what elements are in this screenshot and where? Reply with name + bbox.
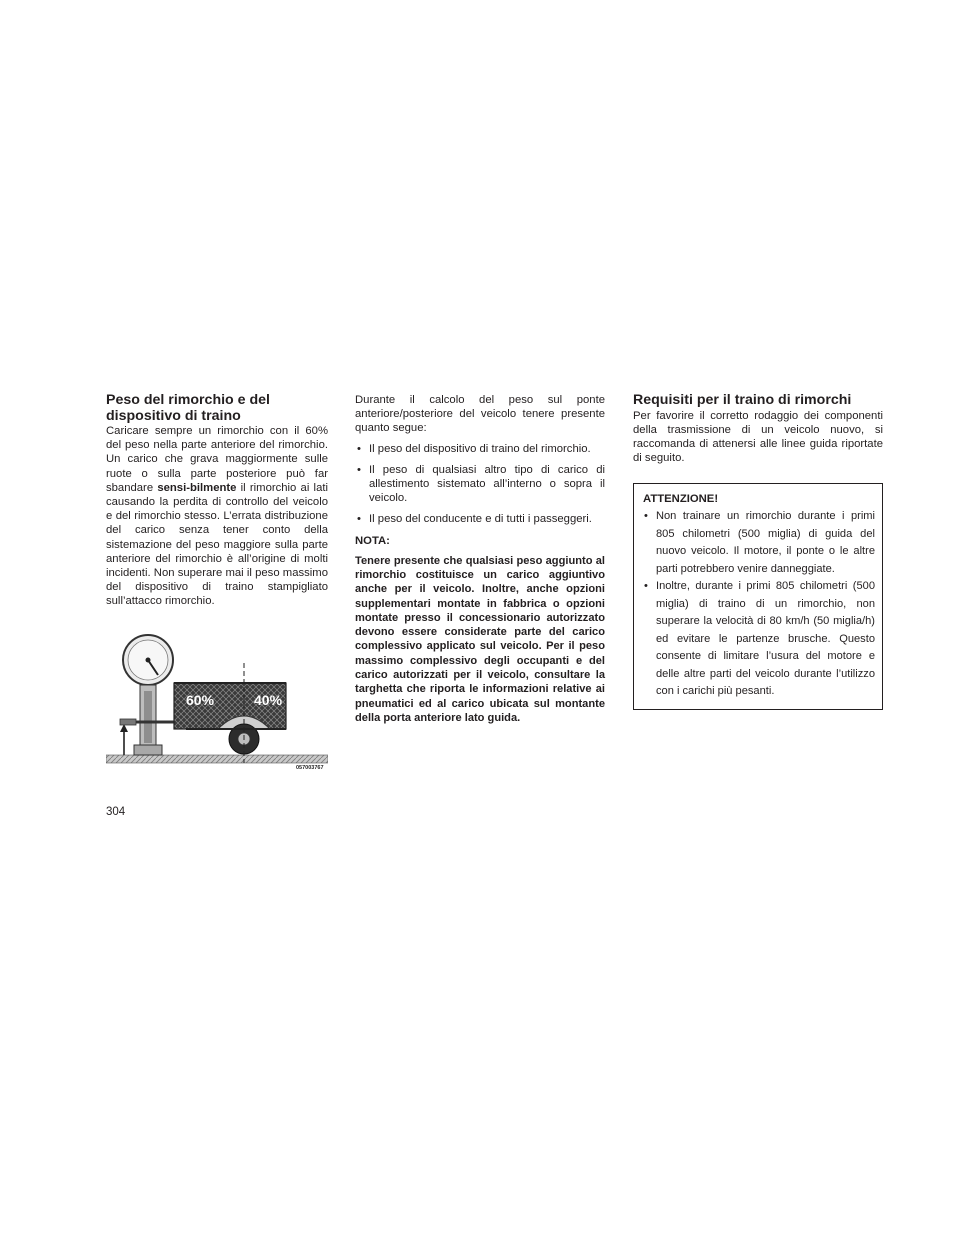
list-item (643, 508, 875, 578)
bullet-icon: • (644, 580, 648, 593)
warning-box (633, 483, 883, 710)
note-title: NOTA: (355, 534, 390, 547)
trailer-weight-distribution-figure (106, 633, 328, 771)
bullet-icon: • (357, 442, 361, 455)
column-middle (355, 393, 605, 725)
label-rear-weight: 40% (254, 692, 283, 708)
bullet-icon: • (357, 463, 361, 476)
list-item-text: Il peso di qualsiasi altro tipo di carico di allestimento sistemato all’interno o sopra il veicolo. (369, 463, 605, 505)
trailer-scale-illustration (106, 633, 328, 771)
warning-text: Inoltre, durante i primi 805 chilometri (500 miglia) di traino di un rimorchio, non superare la velocità di 80 km/h (50 miglia/h) ed evitare le partenze brusche. Questo consente di limitare l’usura del motore e delle altre parti del veicolo durante l’utilizzo con i carichi più pesanti. (656, 580, 875, 698)
page-number: 304 (106, 806, 126, 818)
scale-base (134, 745, 162, 755)
column-left (106, 393, 328, 609)
list-item (355, 442, 605, 456)
column-right (633, 393, 883, 710)
axle-weight-intro: Durante il calcolo del peso sul ponte anteriore/posteriore del veicolo tenere presente quanto segue: (355, 394, 605, 435)
towing-requirements-paragraph: Per favorire il corretto rodaggio dei componenti della trasmissione di un veicolo nuovo, si raccomanda di attenersi alle linee guida riportate di seguito. (633, 409, 883, 465)
section-heading-trailer-weight: Peso del rimorchio e del dispositivo di traino (106, 392, 270, 424)
paragraph-text: il rimorchio ai lati causando la perdita di controllo del veicolo e del rimorchio stesso. L’errata distribuzione del carico senza tener conto della sistemazione del peso maggiore sulla parte anteriore del rimorchio è all’origine di molti incidenti. Non superare mai il peso massimo del dispositivo di traino stampigliato sull’attacco rimorchio. (106, 481, 328, 608)
ground-strip (106, 755, 328, 763)
axle-weight-list (355, 442, 605, 527)
warning-title: ATTENZIONE! (643, 493, 719, 506)
note-text: Tenere presente che qualsiasi peso aggiunto al rimorchio costituisce un carico aggiuntivo anche per il veicolo. Inoltre, anche opzioni supplementari montate in fabbrica o opzioni montate presso il concessionario autorizzato devono essere considerate parte del carico complessivo applicato sul veicolo. Per il peso massimo complessivo degli occupanti e del carico autorizzati per il veicolo, consultare la targhetta che riporta le informazioni relative ai pneumatici ed al carico ubicata sul montante della porta anteriore lato guida. (355, 554, 605, 724)
list-item (643, 578, 875, 701)
label-front-weight: 60% (186, 692, 215, 708)
paragraph-emphasis: sensi-bilmente (157, 481, 237, 494)
list-item-text: Il peso del conducente e di tutti i passeggeri. (369, 513, 592, 526)
list-item (355, 512, 605, 526)
warning-text: Non trainare un rimorchio durante i primi 805 chilometri (500 miglia) di guida del nuovo veicolo. Il motore, il ponte o le altre parti potrebbero venire danneggiate. (656, 510, 875, 575)
paragraph-text: Caricare sempre un rimorchio con il 60% del peso nella parte anteriore del rimorchio. Un carico che grava maggiormente sulle ruote o sulla parte posteriore può far sbandare (106, 425, 328, 494)
bullet-icon: • (357, 513, 361, 526)
hitch-coupler (120, 719, 136, 725)
bullet-icon: • (644, 510, 648, 523)
warning-list (643, 508, 875, 701)
figure-code: 057003767 (296, 765, 324, 771)
list-item-text: Il peso del dispositivo di traino del rimorchio. (369, 442, 591, 455)
list-item (355, 463, 605, 506)
trailer-weight-paragraph (106, 424, 328, 609)
section-heading-towing-requirements: Requisiti per il traino di rimorchi (633, 392, 852, 408)
